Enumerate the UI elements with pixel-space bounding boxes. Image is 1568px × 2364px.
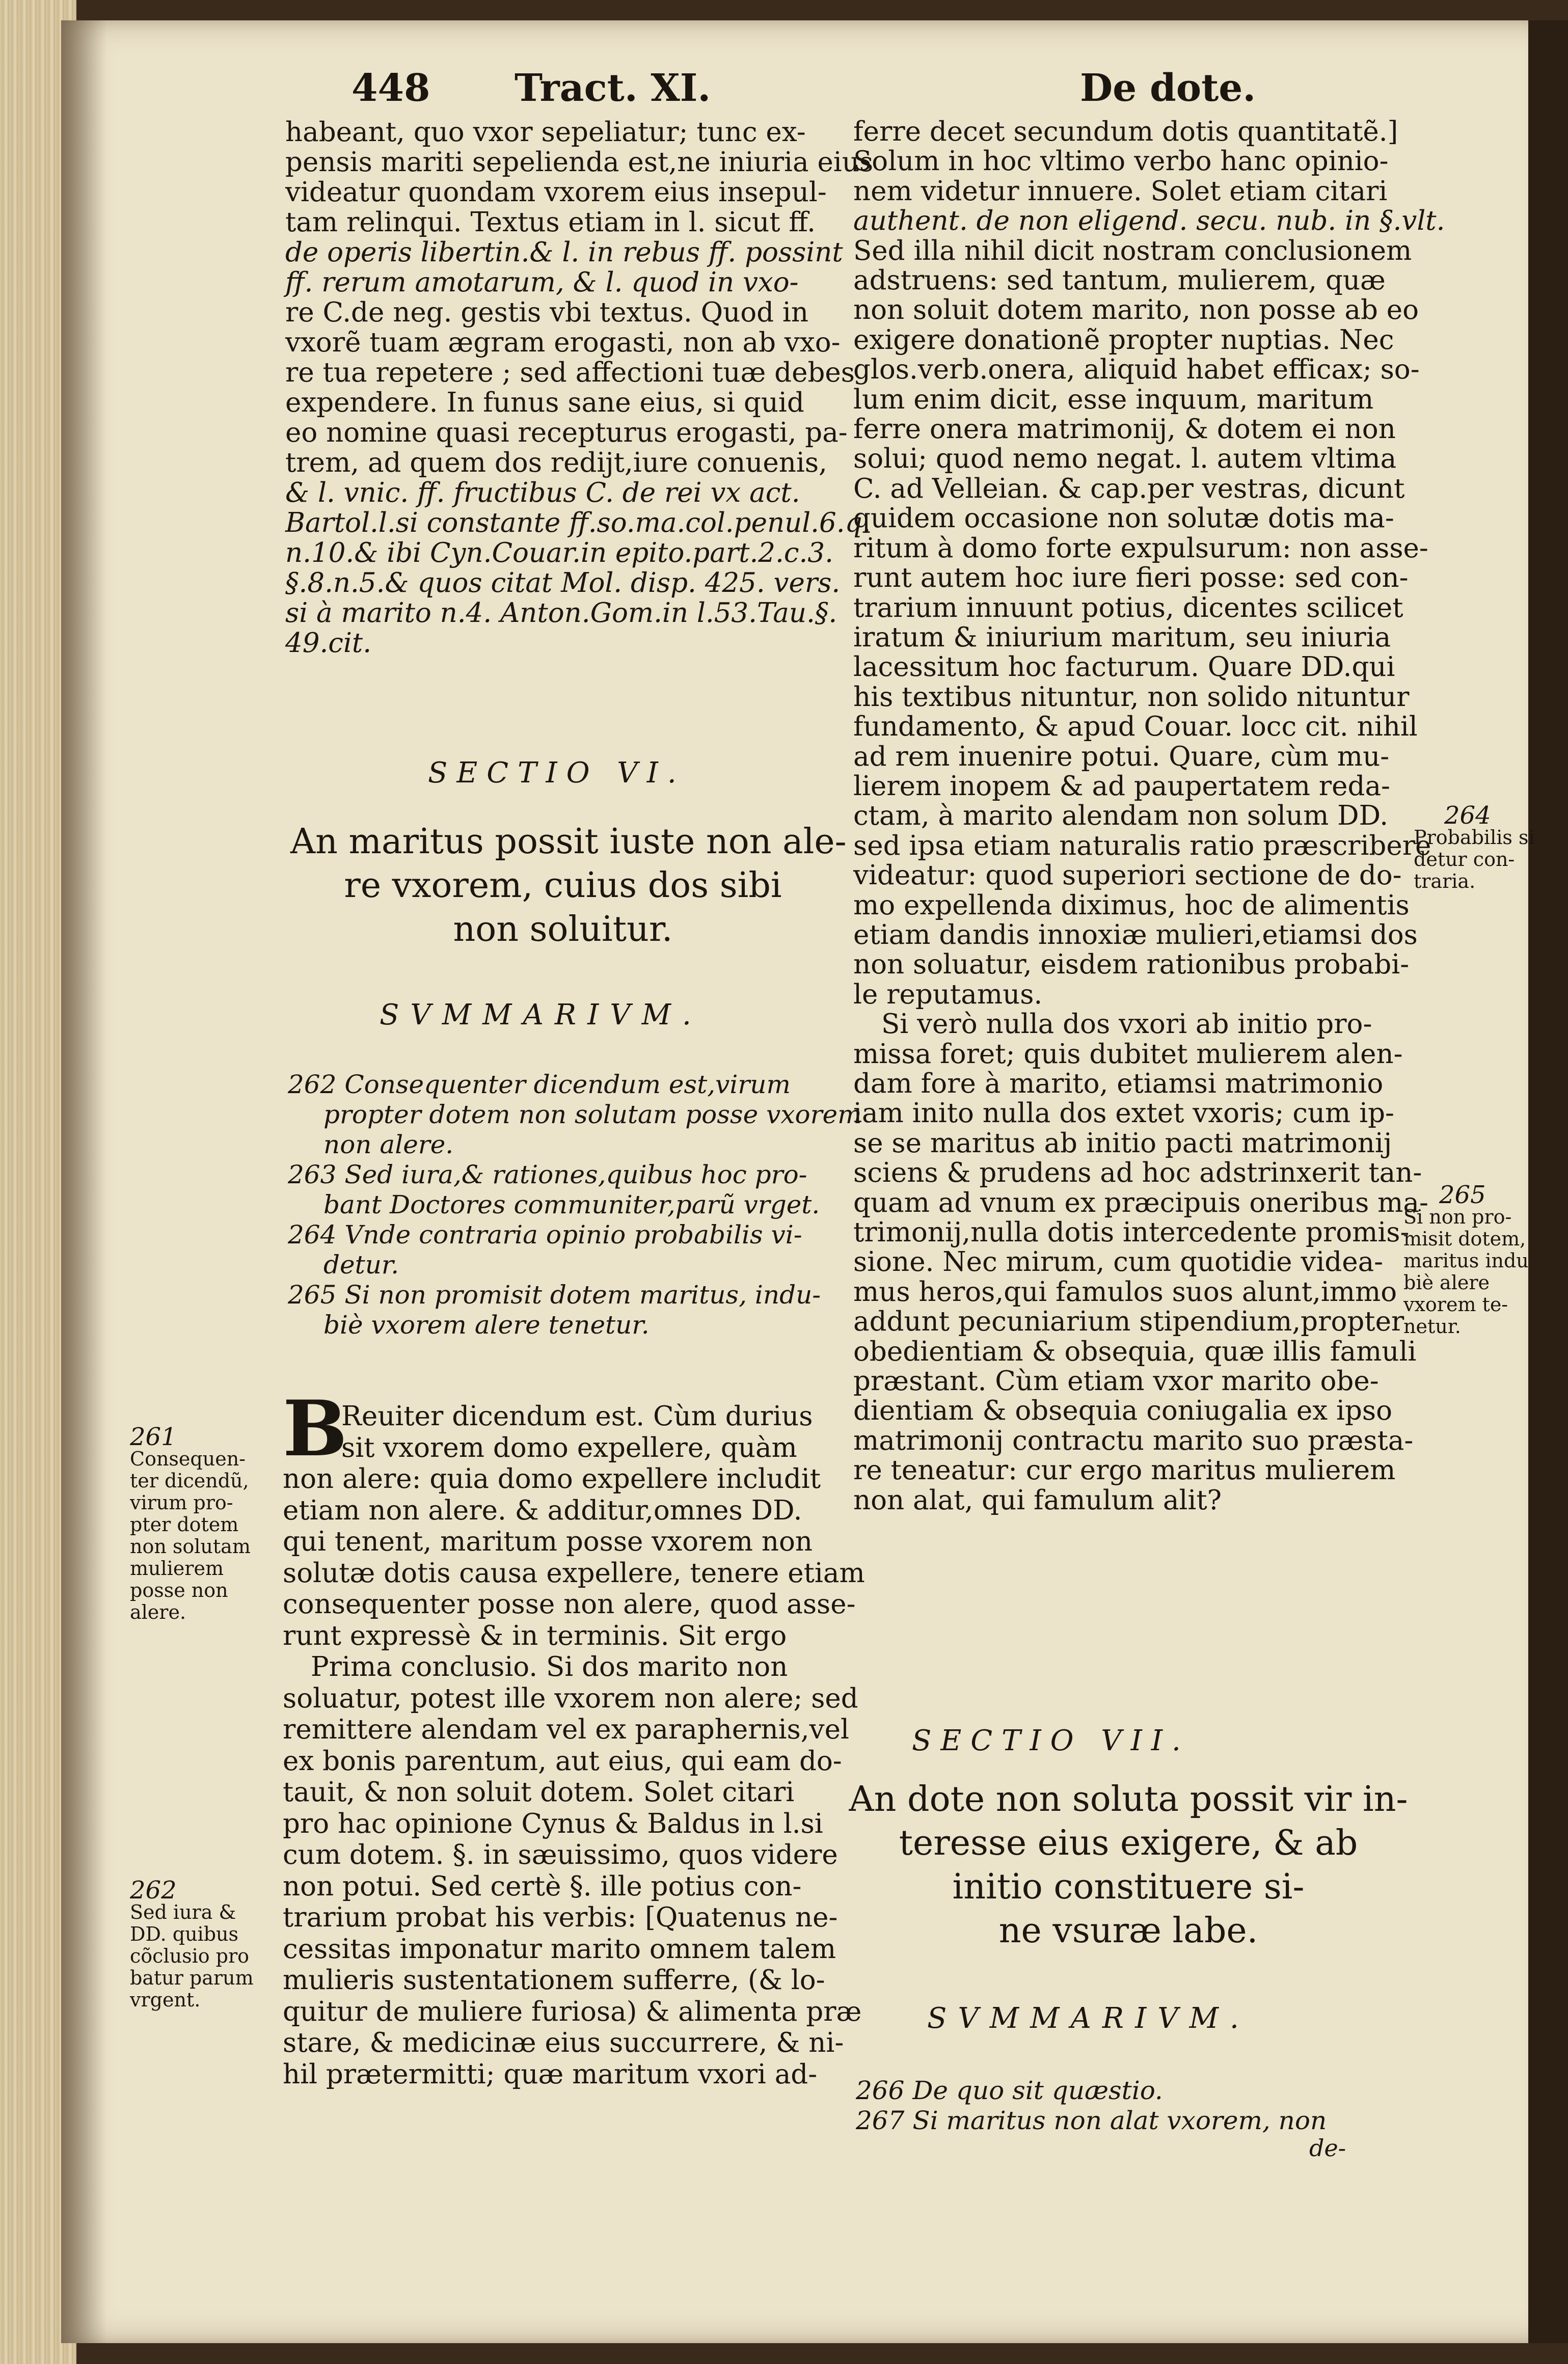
text-line: n.10.& ibi Cyn.Couar.in epito.part.2.c.3.	[285, 537, 833, 568]
section-vi-body	[283, 1401, 865, 2090]
body-line: ex bonis parentum, aut eius, qui eam do-	[283, 1745, 842, 1777]
text-line: C. ad Velleian. & cap.per vestras, dicunt	[853, 473, 1405, 504]
text-line: non soluit dotem marito, non posse ab eo	[853, 294, 1419, 326]
text-line: quidem occasione non solutæ dotis ma-	[853, 503, 1394, 534]
body-line: cessitas imponatur marito omnem talem	[283, 1933, 836, 1965]
text-line: lacessitum hoc facturum. Quare DD.qui	[853, 651, 1395, 683]
text-line: quam ad vnum ex præcipuis oneribus ma-	[853, 1187, 1428, 1218]
body-line: trarium probat his verbis: [Quatenus ne-	[283, 1902, 838, 1933]
text-line: solui; quod nemo negat. l. autem vltima	[853, 443, 1397, 475]
body-line: soluatur, potest ille vxorem non alere; sed	[283, 1682, 858, 1714]
drop-capital: B	[283, 1384, 347, 1474]
body-line: consequenter posse non alere, quod asse-	[283, 1589, 856, 1620]
text-line: præstant. Cùm etiam vxor marito obe-	[853, 1366, 1379, 1397]
text-line: lierem inopem & ad paupertatem reda-	[853, 770, 1390, 802]
text-line: obedientiam & obsequia, quæ illis famuli	[853, 1336, 1417, 1367]
question-line: ne vsuræ labe.	[998, 1911, 1258, 1951]
section-vii-summarium-title: SVMMARIVM.	[927, 2002, 1250, 2035]
section-vii-title: SECTIO VII.	[912, 1724, 1190, 1757]
section-vi-title: SECTIO VI.	[428, 756, 686, 790]
text-line: ferre onera matrimonij, & dotem ei non	[853, 414, 1396, 445]
text-line: 49.cit.	[285, 628, 372, 659]
body-line: cum dotem. §. in sæuissimo, quos videre	[283, 1839, 838, 1870]
text-line: nem videtur innuere. Solet etiam citari	[853, 175, 1388, 207]
margin-note-line: biè alere	[1403, 1271, 1490, 1294]
text-line: pensis mariti sepelienda est,ne iniuria eius	[285, 147, 874, 178]
text-line: vxorẽ tuam ægram erogasti, non ab vxo-	[285, 327, 841, 358]
text-line: glos.verb.onera, aliquid habet efficax; so-	[853, 354, 1420, 386]
running-topic: De dote.	[1080, 66, 1256, 110]
margin-note-number: 264	[1444, 801, 1491, 830]
text-line: videatur quondam vxorem eius insepul-	[285, 177, 827, 208]
margin-note-line: cõclusio pro	[130, 1945, 250, 1967]
margin-note-line: posse non	[130, 1579, 228, 1601]
body-line: non potui. Sed certè §. ille potius con-	[283, 1870, 802, 1902]
text-line: ad rem inuenire potui. Quare, cùm mu-	[853, 741, 1390, 772]
text-line: videatur: quod superiori sectione de do-	[853, 860, 1402, 891]
text-line: ff. rerum amotarum, & l. quod in vxo-	[285, 267, 799, 298]
question-line: initio constituere si-	[952, 1867, 1305, 1907]
text-line: etiam dandis innoxiæ mulieri,etiamsi dos	[853, 919, 1418, 950]
text-line: adstruens: sed tantum, mulierem, quæ	[853, 265, 1386, 296]
text-line: exigere donationẽ propter nuptias. Nec	[853, 324, 1394, 356]
body-line: quitur de muliere furiosa) & alimenta præ	[283, 1996, 862, 2027]
text-line: le reputamus.	[853, 979, 1043, 1010]
text-line: missa foret; quis dubitet mulierem alen-	[853, 1038, 1403, 1070]
text-line: sione. Nec mirum, cum quotidie videa-	[853, 1246, 1384, 1278]
margin-note-line: Si non pro-	[1403, 1206, 1512, 1228]
margin-note-line: maritus indu	[1403, 1249, 1529, 1272]
body-line: Reuiter dicendum est. Cùm durius	[341, 1401, 813, 1432]
margin-note-line: detur con-	[1414, 848, 1515, 871]
margin-note-line: virum pro-	[130, 1491, 233, 1514]
margin-note-line: alere.	[130, 1601, 186, 1623]
text-line: iratum & iniurium maritum, seu iniuria	[853, 621, 1391, 653]
margin-note-line: non solutam	[130, 1535, 251, 1558]
body-line: stare, & medicinæ eius succurrere, & ni-	[283, 2027, 844, 2058]
margin-note-line: vxorem te-	[1403, 1293, 1508, 1316]
margin-note-line: ter dicendũ,	[130, 1470, 249, 1492]
question-line: teresse eius exigere, & ab	[899, 1823, 1358, 1863]
text-line: re C.de neg. gestis vbi textus. Quod in	[285, 297, 809, 328]
text-line: his textibus nituntur, non solido nituntur	[853, 681, 1410, 713]
text-line: ctam, à marito alendam non solum DD.	[853, 800, 1389, 832]
dark-background-edge	[1528, 20, 1568, 2343]
text-line: trimonij,nulla dotis intercedente promis-	[853, 1217, 1410, 1248]
section-vi-summarium-title: SVMMARIVM.	[380, 998, 702, 1031]
text-line: ritum à domo forte expulsurum: non asse-	[853, 532, 1428, 564]
text-line: Bartol.l.si constante ff.so.ma.col.penul.6.q.	[285, 507, 871, 538]
summarium-entry: 262 Consequenter dicendum est,virum	[288, 1070, 791, 1099]
margin-note-line: DD. quibus	[130, 1923, 238, 1945]
summarium-entry: biè vxorem alere tenetur.	[323, 1310, 650, 1340]
summarium-entry: 267 Si maritus non alat vxorem, non	[856, 2106, 1327, 2135]
margin-note-line: mulierem	[130, 1557, 224, 1580]
text-line: trarium innuunt potius, dicentes scilicet	[853, 592, 1403, 623]
text-line: fundamento, & apud Couar. locc cit. nihil	[853, 711, 1418, 743]
margin-note-line: netur.	[1403, 1315, 1461, 1338]
body-line: qui tenent, maritum posse vxorem non	[283, 1526, 813, 1557]
question-line: An dote non soluta possit vir in-	[849, 1779, 1408, 1819]
section-vii-question	[846, 1778, 1411, 1953]
body-line: solutæ dotis causa expellere, tenere etiam	[283, 1557, 865, 1589]
catchword: de-	[1309, 2134, 1346, 2162]
text-line: habeant, quo vxor sepeliatur; tunc ex-	[285, 117, 806, 148]
margin-note-line: vrgent.	[130, 1989, 201, 2011]
question-line: re vxorem, cuius dos sibi	[344, 865, 782, 906]
text-line: ferre decet secundum dotis quantitatẽ.]	[853, 116, 1398, 147]
text-line: tam relinqui. Textus etiam in l. sicut ff.	[285, 207, 816, 238]
text-line: re teneatur: cur ergo maritus mulierem	[853, 1455, 1396, 1486]
body-line: pro hac opinione Cynus & Baldus in l.si	[283, 1808, 823, 1839]
text-line: si à marito n.4. Anton.Gom.in l.53.Tau.§.	[285, 597, 837, 629]
text-line: addunt pecuniarium stipendium,propter	[853, 1306, 1404, 1338]
text-line: mus heros,qui famulos suos alunt,immo	[853, 1276, 1397, 1308]
summarium-entry: detur.	[323, 1250, 399, 1280]
summarium-entry: bant Doctores communiter,parũ vrget.	[323, 1190, 820, 1219]
body-line: sit vxorem domo expellere, quàm	[341, 1432, 797, 1463]
question-line: An maritus possit iuste non ale-	[290, 822, 847, 862]
margin-note-line: Sed iura &	[130, 1901, 236, 1923]
summarium-entry: 266 De quo sit quæstio.	[856, 2076, 1163, 2105]
body-line: mulieris sustentationem sufferre, (& lo-	[283, 1965, 825, 1996]
gutter-shadow	[61, 20, 107, 2343]
text-line: se se maritus ab initio pacti matrimonij	[853, 1127, 1392, 1159]
summarium-entry: 263 Sed iura,& rationes,quibus hoc pro-	[288, 1160, 807, 1189]
text-line: mo expellenda diximus, hoc de alimentis	[853, 889, 1410, 921]
margin-note-number: 261	[130, 1423, 177, 1451]
margin-note-number: 265	[1439, 1181, 1486, 1209]
text-line: Sed illa nihil dicit nostram conclusionem	[853, 235, 1412, 266]
text-line: sed ipsa etiam naturalis ratio præscribere	[853, 830, 1431, 861]
text-line: re tua repetere ; sed affectioni tuæ debes	[285, 357, 855, 388]
text-line: & l. vnic. ff. fructibus C. de rei vx act.	[285, 477, 800, 508]
section-vi-question	[290, 820, 847, 952]
section-vii-summarium	[856, 2076, 1327, 2136]
text-line: Si verò nulla dos vxori ab initio pro-	[881, 1009, 1372, 1040]
text-line: runt autem hoc iure fieri posse: sed con-	[853, 562, 1409, 594]
margin-note-line: batur parum	[130, 1967, 254, 1989]
text-line: trem, ad quem dos redijt,iure conuenis,	[285, 447, 827, 478]
text-line: dam fore à marito, etiamsi matrimonio	[853, 1068, 1384, 1099]
body-line: tauit, & non soluit dotem. Solet citari	[283, 1777, 795, 1808]
text-line: iam inito nulla dos extet vxoris; cum ip-	[853, 1098, 1394, 1129]
text-line: sciens & prudens ad hoc adstrinxerit tan-	[853, 1157, 1422, 1189]
question-line: non soluitur.	[453, 909, 673, 949]
body-line: runt expressè & in terminis. Sit ergo	[283, 1620, 787, 1651]
summarium-entry: 265 Si non promisit dotem maritus, indu-	[288, 1280, 821, 1310]
margin-note-line: misit dotem,	[1403, 1228, 1526, 1250]
margin-note-264	[1414, 801, 1535, 892]
running-title: Tract. XI.	[515, 66, 711, 110]
summarium-entry: non alere.	[323, 1130, 454, 1159]
summarium-entry: propter dotem non solutam posse vxorem	[323, 1100, 862, 1129]
text-line: dientiam & obsequia coniugalia ex ipso	[853, 1395, 1392, 1427]
text-line: Solum in hoc vltimo verbo hanc opinio-	[853, 146, 1389, 177]
text-line: non soluatur, eisdem rationibus probabi-	[853, 949, 1410, 981]
page-number: 448	[352, 66, 430, 110]
section-vi-summarium	[288, 1070, 862, 1340]
text-line: de operis libertin.& l. in rebus ff. possint	[285, 237, 843, 268]
body-line: hil prætermitti; quæ maritum vxori ad-	[283, 2058, 818, 2090]
text-line: expendere. In funus sane eius, si quid	[285, 387, 804, 418]
margin-note-line: Probabilis si	[1414, 826, 1535, 849]
margin-note-261	[130, 1423, 251, 1623]
margin-note-line: traria.	[1414, 870, 1476, 892]
text-line: §.8.n.5.& quos citat Mol. disp. 425. vers.	[285, 567, 841, 599]
margin-note-line: pter dotem	[130, 1513, 239, 1536]
text-line: lum enim dicit, esse inquum, maritum	[853, 384, 1374, 415]
margin-note-number: 262	[130, 1876, 177, 1905]
text-line: non alat, qui famulum alit?	[853, 1484, 1222, 1516]
text-line: matrimonij contractu marito suo præsta-	[853, 1425, 1414, 1456]
text-line: authent. de non eligend. secu. nub. in §.vlt.	[853, 205, 1445, 237]
body-line: remittere alendam vel ex paraphernis,vel	[283, 1714, 849, 1745]
body-line: etiam non alere. & additur,omnes DD.	[283, 1495, 802, 1526]
body-line: Prima conclusio. Si dos marito non	[311, 1651, 788, 1682]
text-line: eo nomine quasi recepturus erogasti, pa-	[285, 417, 848, 448]
summarium-entry: 264 Vnde contraria opinio probabilis vi-	[288, 1220, 802, 1249]
left-column-top-text	[285, 117, 874, 659]
margin-note-line: Consequen-	[130, 1448, 246, 1470]
margin-note-262	[130, 1876, 254, 2011]
margin-note-265	[1403, 1181, 1529, 1338]
body-line: non alere: quia domo expellere includit	[283, 1463, 821, 1495]
